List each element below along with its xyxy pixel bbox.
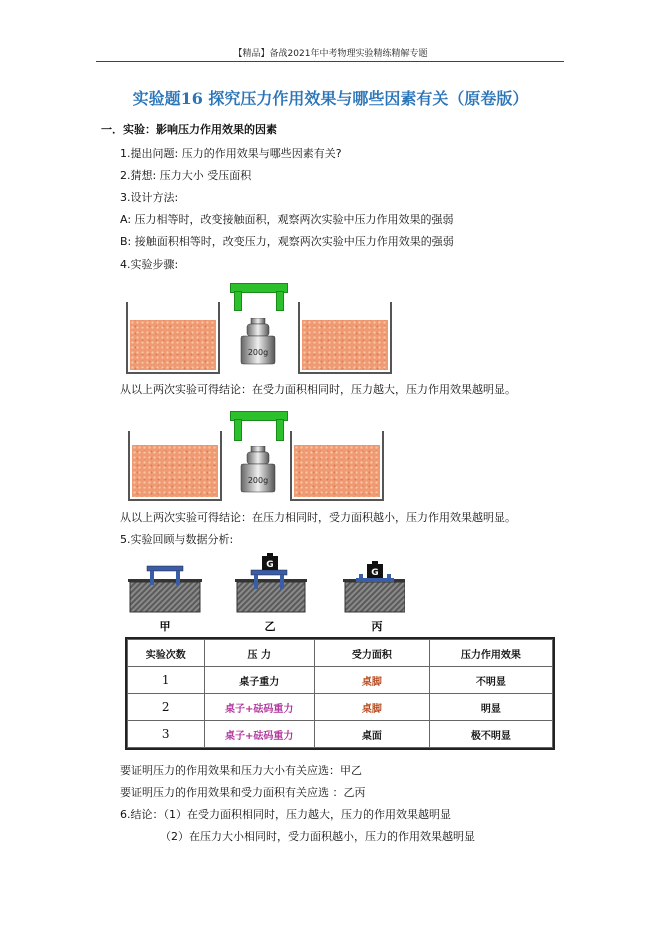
table-row: 2 桌子+砝码重力 桌脚 明显 [128,694,553,721]
weight-label-2: 200g [247,476,269,485]
sand-container-right-2 [290,431,384,501]
page-header: 【精品】备战2021年中考物理实验精练精解专题 [233,49,428,59]
conclusion-2: 从以上两次实验可得结论：在压力相同时，受力面积越小，压力作用效果越明显。 [120,511,516,524]
method-b: B: 接触面积相等时，改变压力，观察两次实验中压力作用效果的强弱 [120,235,454,248]
sand-container-left-1 [126,302,220,374]
table-row: 3 桌子+砝码重力 桌面 极不明显 [128,721,553,748]
stool-leg-1a [234,291,242,311]
table-row: 1 桌子重力 桌脚 不明显 [128,667,553,694]
sandbox-yi [237,582,305,612]
analysis-1: 要证明压力的作用效果和压力大小有关应选：甲乙 [120,764,362,777]
label-bing: 丙 [371,620,383,633]
g-label-bing: G [371,568,379,578]
label-jia: 甲 [159,620,171,633]
step-5: 5.实验回顾与数据分析: [120,533,234,546]
sandbox-jia [130,582,200,612]
stool-leg-2b [276,419,284,441]
section-heading: 一．实验：影响压力作用效果的因素 [101,123,277,136]
header-cell: 实验次数 [128,640,205,667]
data-table [125,637,555,750]
g-label-yi: G [266,560,274,570]
table-top-jia [147,566,183,571]
label-yi: 乙 [264,620,276,633]
step-3: 3.设计方法: [120,191,179,204]
weight-label-1: 200g [247,348,269,357]
conclusion-6-1: 6.结论：（1）在受力面积相同时，压力越大，压力的作用效果越明显 [120,808,451,821]
conclusion-6-2: （2）在压力大小相同时，受力面积越小，压力的作用效果越明显 [160,830,475,843]
sandbox-bing [345,582,405,612]
step-2: 2.猜想: 压力大小 受压面积 [120,169,252,182]
weight-icon-2 [238,446,278,494]
analysis-2: 要证明压力的作用效果和受力面积有关应选 ：乙丙 [120,786,366,799]
step-1: 1.提出问题: 压力的作用效果与哪些因素有关? [120,147,342,160]
sandbox-figure [125,552,405,634]
step-4: 4.实验步骤: [120,258,179,271]
header-cell: 压 力 [204,640,315,667]
page-title: 实验题16 探究压力作用效果与哪些因素有关（原卷版） [132,89,529,108]
header-cell: 受力面积 [315,640,430,667]
conclusion-1: 从以上两次实验可得结论：在受力面积相同时，压力越大，压力作用效果越明显。 [120,383,516,396]
header-divider [96,61,564,62]
method-a: A: 压力相等时，改变接触面积，观察两次实验中压力作用效果的强弱 [120,213,454,226]
table-header-row [128,640,553,667]
stool-leg-1b [276,291,284,311]
sand-container-right-1 [298,302,392,374]
weight-icon-1 [238,318,278,366]
header-cell: 压力作用效果 [429,640,552,667]
sand-container-left-2 [128,431,222,501]
stool-leg-2a [234,419,242,441]
